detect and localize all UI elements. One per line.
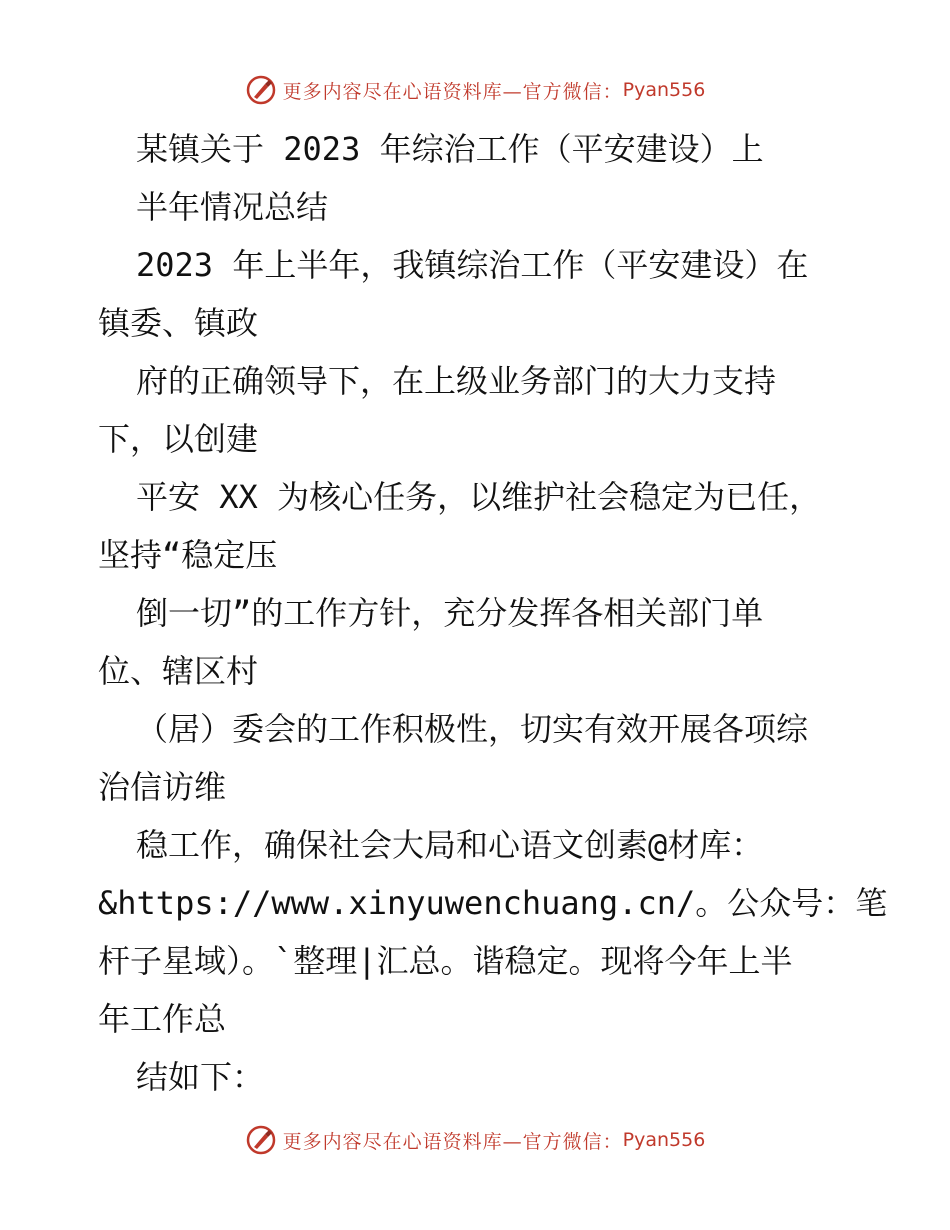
footer-watermark (0, 1120, 950, 1160)
paragraph-line: 平安 XX 为核心任务，以维护社会稳定为已任， (136, 478, 822, 516)
paragraph-line: 治信访维 (98, 768, 227, 806)
document-body (98, 120, 888, 1106)
watermark-wechat-id: Pyan556 (622, 1129, 706, 1151)
paragraph-line: 坚持“稳定压 (98, 536, 278, 574)
paragraph-line: 年工作总 (98, 1000, 227, 1038)
watermark-text: 更多内容尽在心语资料库—官方微信： (282, 80, 623, 103)
paragraph-line: 2023 年上半年，我镇综治工作（平安建设）在 (136, 246, 809, 284)
paragraph-line: 位、辖区村 (98, 652, 259, 690)
doc-title-line-1: 某镇关于 2023 年综治工作（平安建设）上 (136, 130, 764, 168)
paragraph-line: （居）委会的工作积极性，切实有效开展各项综 (136, 710, 809, 748)
paragraph-line: 镇委、镇政 (98, 304, 259, 342)
paragraph-line: &https://www.xinyuwenchuang.cn/。公众号：笔 (98, 884, 888, 922)
watermark-text: 更多内容尽在心语资料库—官方微信： (282, 1130, 623, 1153)
paragraph-line: 杆子星域）。`整理|汇总。谐稳定。现将今年上半 (98, 942, 793, 980)
watermark-wechat-id: Pyan556 (622, 79, 706, 101)
paragraph-line: 结如下： (136, 1058, 265, 1096)
header-watermark (0, 70, 950, 110)
doc-title-line-2: 半年情况总结 (136, 188, 329, 226)
pen-logo-icon (245, 74, 277, 106)
paragraph-line: 府的正确领导下，在上级业务部门的大力支持 (136, 362, 777, 400)
paragraph-line: 倒一切”的工作方针，充分发挥各相关部门单 (136, 594, 764, 632)
pen-logo-icon (245, 1124, 277, 1156)
paragraph-line: 下，以创建 (98, 420, 259, 458)
paragraph-line: 稳工作，确保社会大局和心语文创素@材库： (136, 826, 764, 864)
